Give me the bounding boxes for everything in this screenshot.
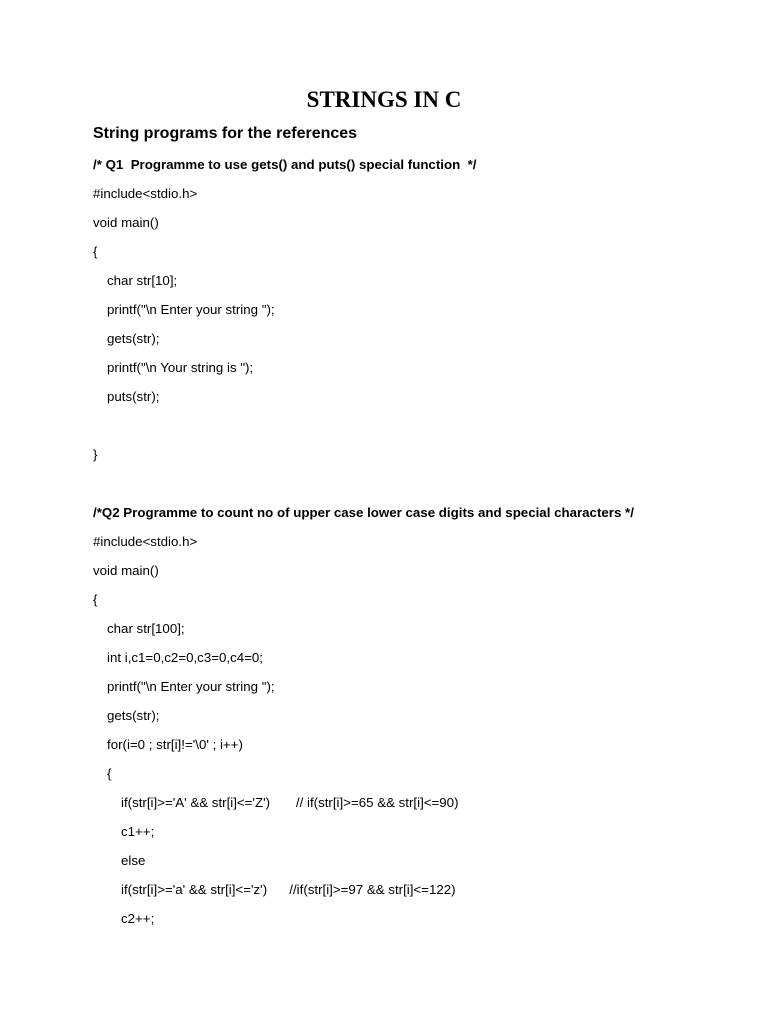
- q1-header-comment: /* Q1 Programme to use gets() and puts() special function */: [93, 157, 477, 172]
- page-title: STRINGS IN C: [306, 87, 462, 112]
- code-line: else: [121, 853, 146, 868]
- code-line: if(str[i]>='a' && str[i]<='z') //if(str[i]>=97 && str[i]<=122): [121, 882, 456, 897]
- code-line: {: [93, 244, 98, 259]
- code-line: char str[100];: [107, 621, 185, 636]
- code-line: int i,c1=0,c2=0,c3=0,c4=0;: [107, 650, 263, 665]
- code-line: gets(str);: [107, 331, 160, 346]
- code-line: c2++;: [121, 911, 155, 926]
- q2-header-comment: /*Q2 Programme to count no of upper case lower case digits and special characters */: [93, 505, 634, 520]
- code-line: if(str[i]>='A' && str[i]<='Z') // if(str[i]>=65 && str[i]<=90): [121, 795, 459, 810]
- code-line: void main(): [93, 215, 159, 230]
- page-subtitle: String programs for the references: [93, 125, 358, 142]
- code-line: gets(str);: [107, 708, 160, 723]
- code-line: for(i=0 ; str[i]!='\0' ; i++): [107, 737, 243, 752]
- code-line: printf("\n Your string is ");: [107, 360, 254, 375]
- code-line: printf("\n Enter your string ");: [107, 302, 275, 317]
- code-line: printf("\n Enter your string ");: [107, 679, 275, 694]
- code-line: #include<stdio.h>: [93, 186, 198, 201]
- code-line: c1++;: [121, 824, 155, 839]
- code-line: {: [93, 592, 98, 607]
- code-line: char str[10];: [107, 273, 178, 288]
- code-line: void main(): [93, 563, 159, 578]
- code-line: }: [93, 447, 98, 462]
- code-line: puts(str);: [107, 389, 160, 404]
- code-line: #include<stdio.h>: [93, 534, 198, 549]
- code-line: {: [107, 766, 112, 781]
